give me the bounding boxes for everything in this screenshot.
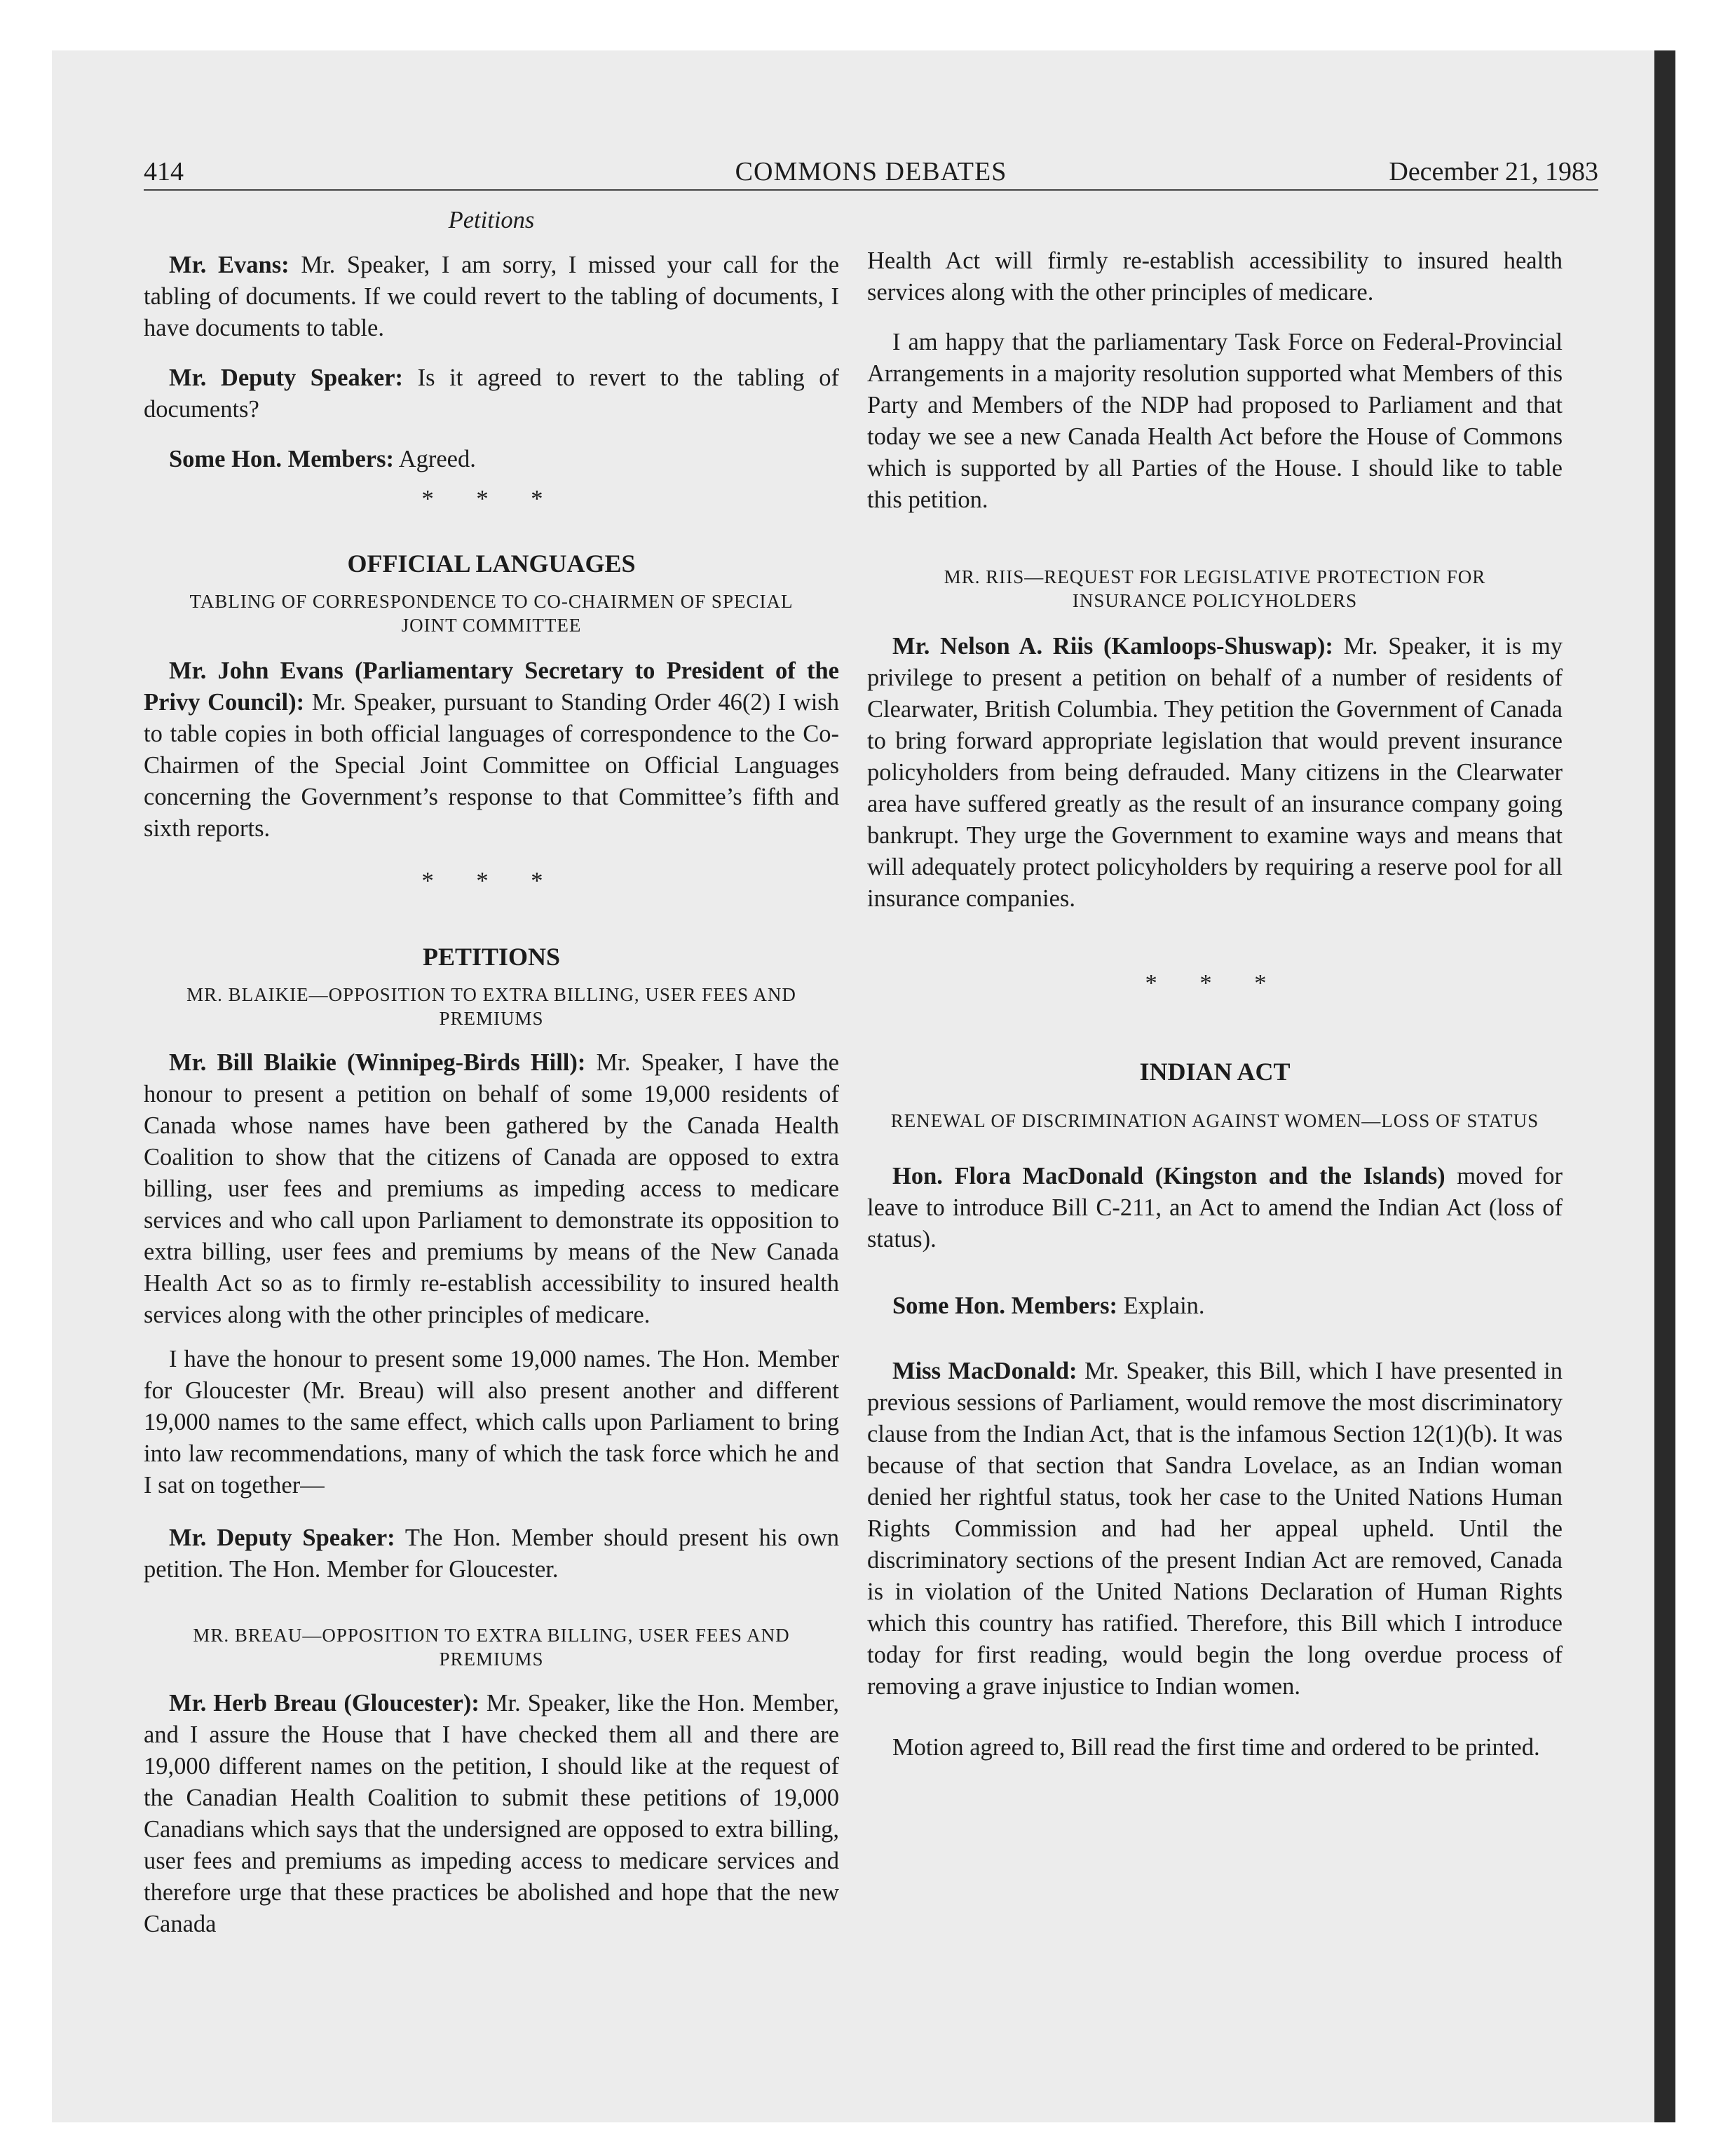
paragraph — [867, 1161, 1563, 1255]
paragraph — [144, 444, 839, 475]
right-column — [867, 245, 1563, 1763]
paragraph — [867, 1356, 1563, 1703]
paragraph: Health Act will firmly re-establish accessibility to insured health services along with the other principles of medicare. — [867, 247, 1563, 306]
speaker-name: Miss MacDonald: — [892, 1358, 1077, 1384]
scan-edge-bar — [1654, 50, 1675, 2122]
speaker-name: Hon. Flora MacDonald (Kingston and the Islands) — [892, 1163, 1445, 1189]
section-divider: * * * — [1145, 970, 1285, 997]
left-column — [144, 196, 839, 1940]
speech-text: Mr. Speaker, pursuant to Standing Order 46(2) I wish to table copies in both official languages of correspondence to the Co-Chairmen of the Special Joint Committee on Official Languages concerning the Government’s response to that Committee’s fifth and sixth reports. — [144, 689, 839, 842]
speaker-name: Mr. John Evans (Parliamentary Secretary to President of the Privy Council): — [144, 657, 839, 716]
subsection-heading: MR. BLAIKIE—OPPOSITION TO EXTRA BILLING, USER FEES AND PREMIUMS — [186, 984, 796, 1029]
speaker-name: Mr. Deputy Speaker: — [169, 1524, 395, 1551]
header-rule — [144, 189, 1598, 191]
speech-text: moved for leave to introduce Bill C-211, an Act to amend the Indian Act (loss of status). — [867, 1163, 1563, 1253]
subsection-heading: MR. RIIS—REQUEST FOR LEGISLATIVE PROTECTION FOR INSURANCE POLICYHOLDERS — [944, 566, 1486, 611]
paragraph — [144, 1047, 839, 1331]
speech-text: Mr. Speaker, it is my privilege to present a petition on behalf of a number of residents of Clearwater, British Columbia. They petition the Government of Canada to bring forward appropriate legislation that would prevent insurance policyholders from being defrauded. Many citizens in the Clearwater area have suffered greatly as the result of an insurance company going bankrupt. They urge the Government to examine ways and means that will adequately protect policyholders by requiring a reserve pool for all insurance companies. — [867, 633, 1563, 912]
paragraph — [144, 655, 839, 845]
paragraph — [144, 250, 839, 344]
speech-text: Mr. Speaker, like the Hon. Member, and I assure the House that I have checked them all and there are 19,000 different names on the petition, I should like at the request of the Canadian Health Coalition to submit these petitions of 19,000 Canadians which says that the undersigned are opposed to extra billing, user fees and premiums as impeding access to medicare services and therefore urge that these practices be abolished and hope that the new Canada — [144, 1690, 839, 1937]
speaker-name: Mr. Evans: — [169, 252, 290, 278]
speaker-name: Some Hon. Members: — [169, 446, 394, 472]
speech-text: The Hon. Member should present his own petition. The Hon. Member for Gloucester. — [144, 1524, 839, 1583]
section-divider: * * * — [421, 868, 562, 894]
speaker-name: Mr. Bill Blaikie (Winnipeg-Birds Hill): — [169, 1049, 586, 1076]
paragraph — [867, 1290, 1563, 1322]
speaker-name: Mr. Herb Breau (Gloucester): — [169, 1690, 479, 1717]
publication-title: COMMONS DEBATES — [735, 157, 1007, 186]
speech-text: Is it agreed to revert to the tabling of documents? — [144, 364, 840, 423]
section-heading: OFFICIAL LANGUAGES — [347, 550, 636, 578]
speech-text: Agreed. — [393, 446, 476, 472]
section-heading: PETITIONS — [422, 943, 561, 971]
paragraph — [144, 362, 839, 425]
page-number: 414 — [144, 157, 184, 186]
speaker-name: Mr. Deputy Speaker: — [169, 364, 404, 391]
speaker-name: Some Hon. Members: — [892, 1292, 1117, 1319]
speech-text: Mr. Speaker, I am sorry, I missed your call for the tabling of documents. If we could revert to the tabling of documents, I have documents to table. — [144, 252, 840, 341]
paragraph: I am happy that the parliamentary Task Force on Federal-Provincial Arrangements in a majority resolution supported what Members of this Party and Members of the NDP had proposed to Parliament and that today we see a new Canada Health Act before the House of Commons which is supported by all Parties of the House. I should like to table this petition. — [867, 329, 1563, 513]
paragraph — [144, 1688, 839, 1940]
subsection-heading: TABLING OF CORRESPONDENCE TO CO-CHAIRMEN OF SPECIAL JOINT COMMITTEE — [189, 591, 794, 636]
section-divider: * * * — [421, 486, 562, 512]
page-header — [144, 156, 1598, 191]
publication-date: December 21, 1983 — [1389, 157, 1598, 186]
speech-text: Mr. Speaker, this Bill, which I have presented in previous sessions of Parliament, would remove the most discriminatory clause from the Indian Act, that is the infamous Section 12(1)(b). It was because of that section that Sandra Lovelace, as an Indian woman denied her rightful status, took her case to the United Nations Human Rights Commission and had her appeal upheld. Until the discriminatory sections of the present Indian Act are removed, Canada is in violation of the United Nations Declaration of Human Rights which this country has ratified. Therefore, this Bill which I introduce today for first reading, would begin the long overdue process of removing a grave injustice to Indian women. — [867, 1358, 1563, 1700]
speech-text: Mr. Speaker, I have the honour to present a petition on behalf of some 19,000 residents of Canada whose names have been gathered by the Canada Health Coalition to show that the citizens of Canada are opposed to extra billing, user fees and premiums as impeding access to medicare services and who call upon Parliament to demonstrate its opposition to extra billing, user fees and premiums by means of the New Canada Health Act so as to firmly re-establish accessibility to insured health services along with the other principles of medicare. — [144, 1049, 839, 1328]
paragraph — [144, 1522, 839, 1585]
speech-text: Explain. — [1117, 1292, 1205, 1319]
speaker-name: Mr. Nelson A. Riis (Kamloops-Shuswap): — [892, 633, 1333, 660]
paragraph: I have the honour to present some 19,000 names. The Hon. Member for Gloucester (Mr. Breau) will also present another and different 19,000 names to the same effect, which calls upon Parliament to bring into law recommendations, many of which the task force which he and I sat on together— — [144, 1346, 839, 1499]
subsection-heading: RENEWAL OF DISCRIMINATION AGAINST WOMEN—LOSS OF STATUS — [890, 1110, 1539, 1131]
running-head: Petitions — [448, 207, 535, 233]
subsection-heading: MR. BREAU—OPPOSITION TO EXTRA BILLING, USER FEES AND PREMIUMS — [193, 1625, 790, 1670]
paragraph — [867, 631, 1563, 915]
paragraph: Motion agreed to, Bill read the first time and ordered to be printed. — [892, 1734, 1540, 1761]
section-heading: INDIAN ACT — [1139, 1058, 1291, 1086]
